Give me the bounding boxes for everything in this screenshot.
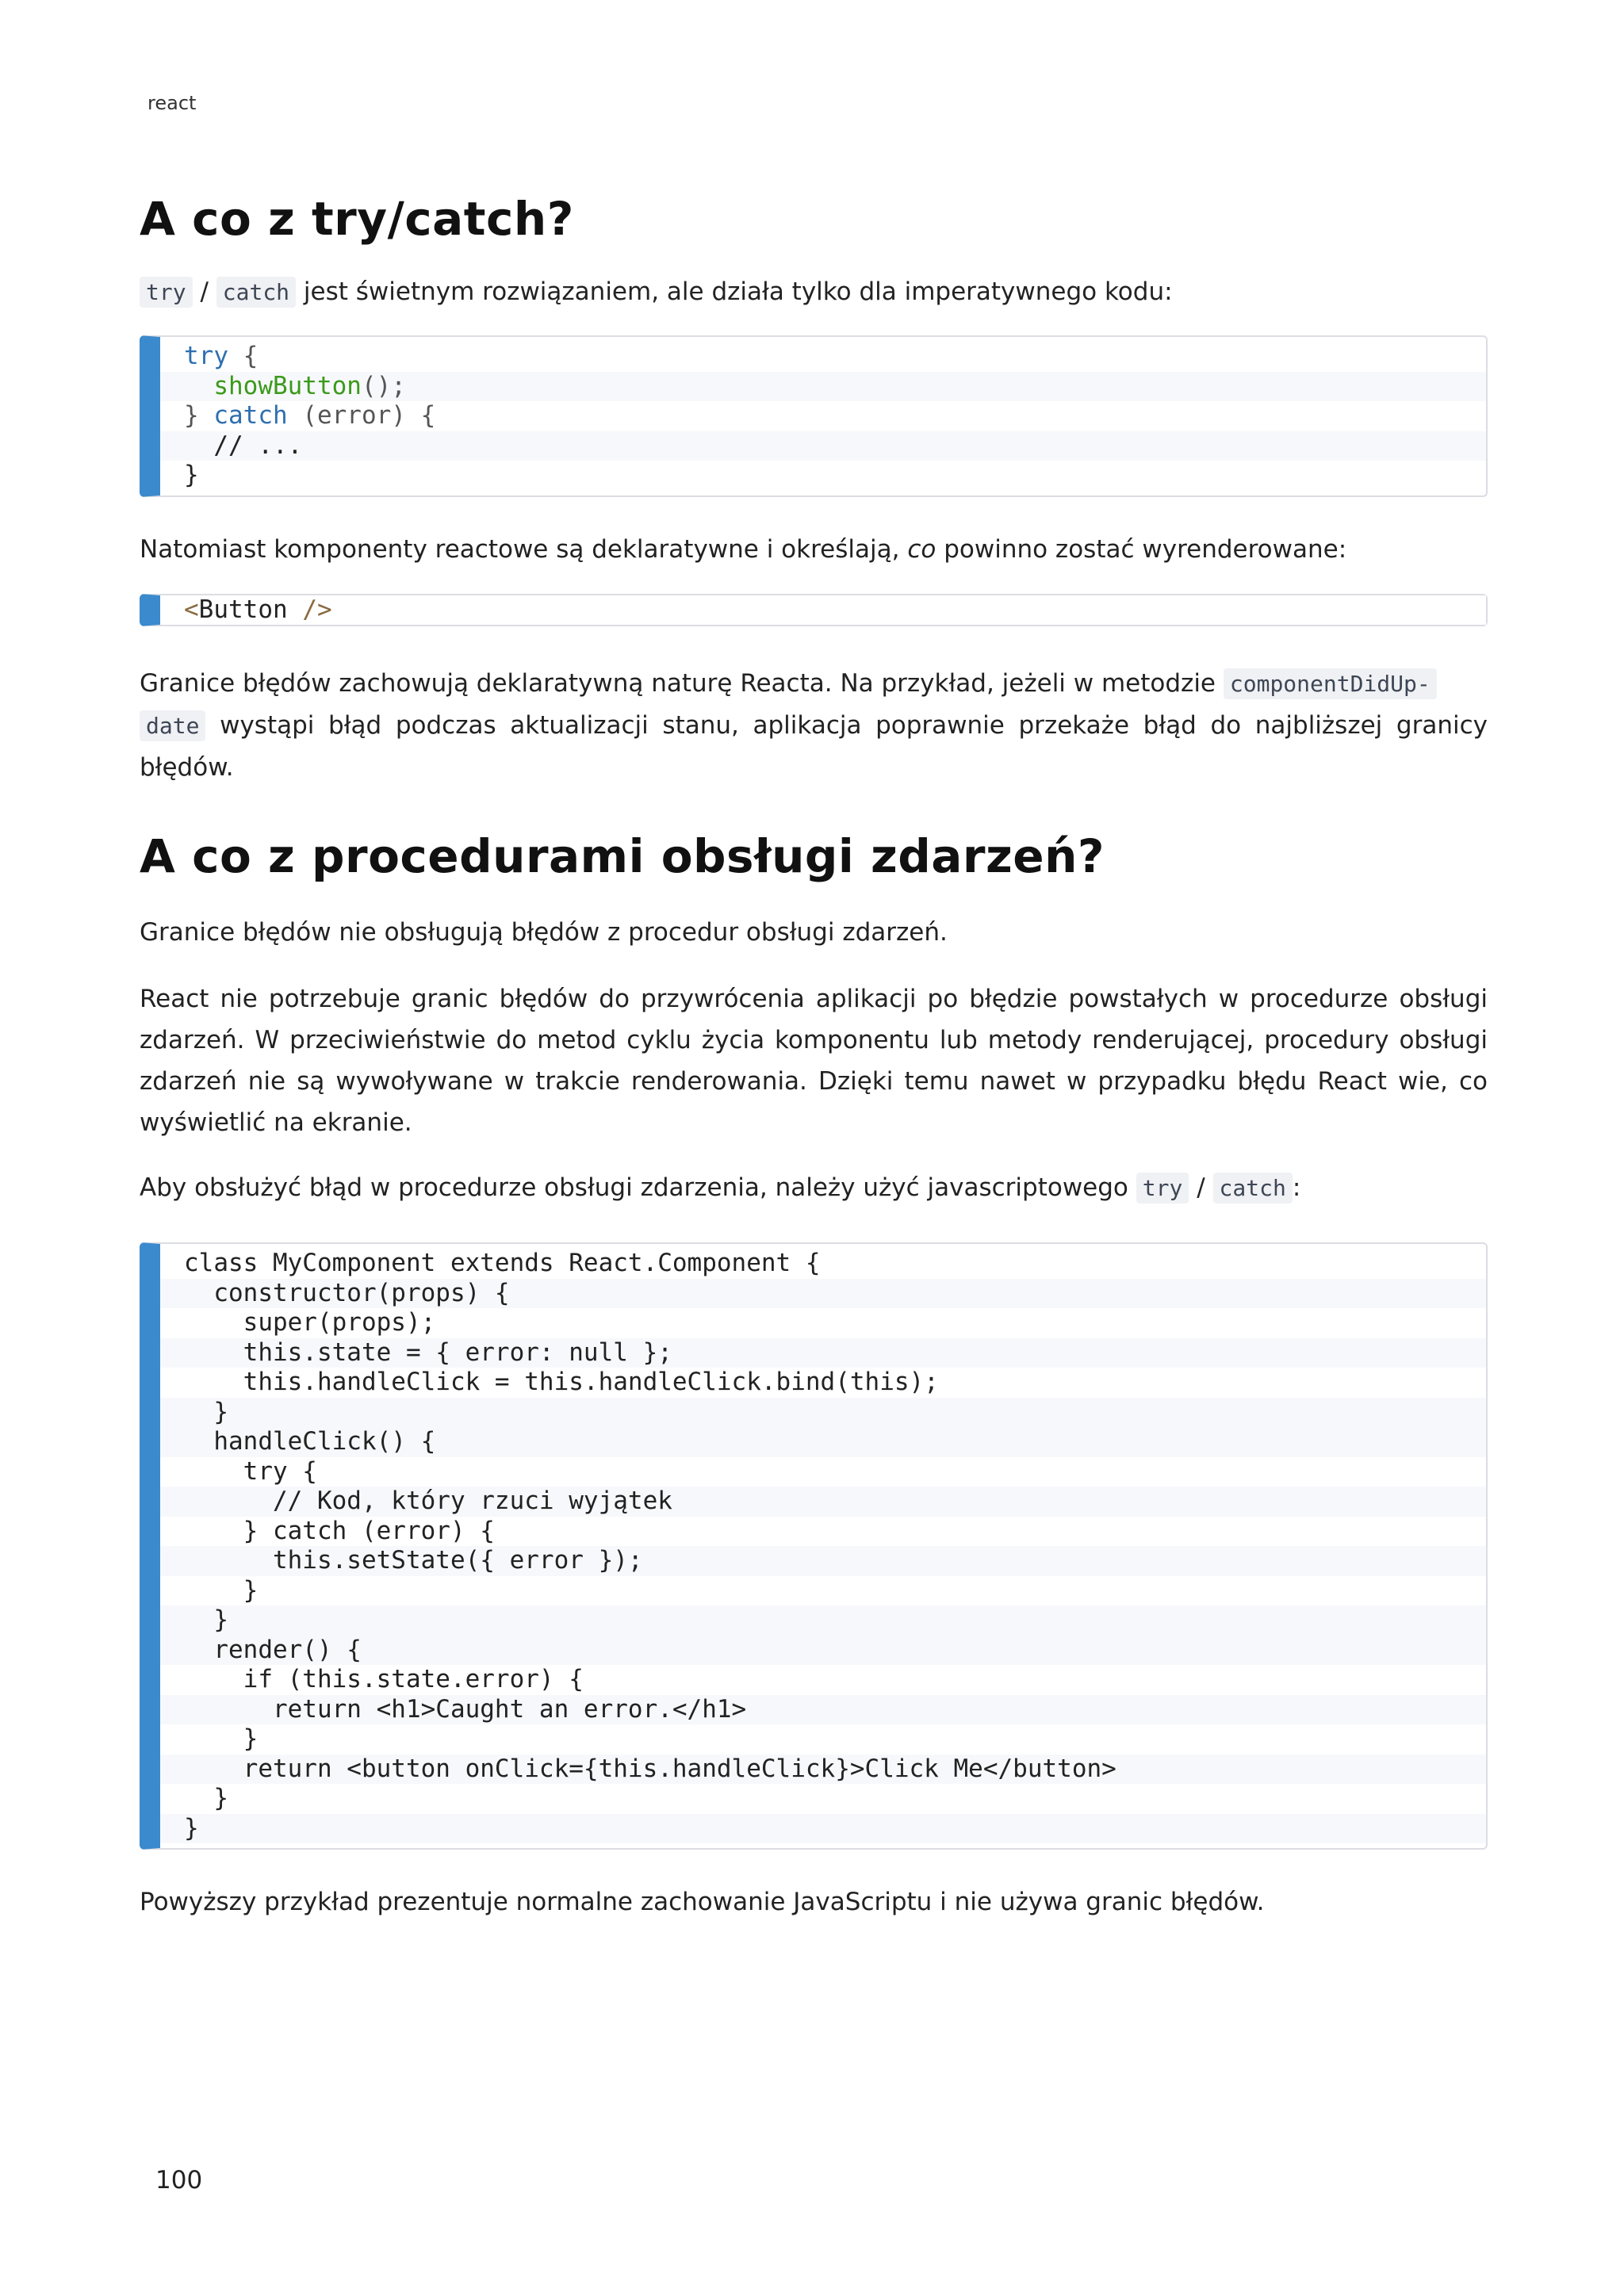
event-handlers-p3: Aby obsłużyć błąd w procedurze obsługi zdarzenia, należy użyć javascriptowego try / catch : [140, 1173, 1301, 1202]
code-line: } [184, 1575, 259, 1605]
inline-code-try: try [140, 277, 193, 308]
declarative-paragraph: Natomiast komponenty reactowe są deklaratywne i określają, co powinno zostać wyrenderowane: [140, 534, 1347, 564]
closing-paragraph: Powyższy przykład prezentuje normalne zachowanie JavaScriptu i nie używa granic błędów. [140, 1888, 1265, 1916]
code-line: constructor(props) { [160, 1279, 1486, 1309]
code-line: <Button /> [160, 595, 1486, 626]
code-line: return <h1>Caught an error.</h1> [160, 1695, 1486, 1725]
code-line: this.handleClick = this.handleClick.bind(this); [184, 1368, 939, 1396]
code-line: try { [184, 1456, 317, 1486]
boundaries-paragraph: Granice błędów zachowują deklaratywną naturę Reacta. Na przykład, jeżeli w metodzie componentDidUp- date wystąpi błąd podczas aktualizacji stanu, aplikacja poprawnie przekaże błąd do najbliższej granicy błędów. [140, 669, 1488, 782]
page-content [140, 187, 1488, 1923]
code-block-mycomponent [140, 1242, 1488, 1850]
heading-event-handlers: A co z procedurami obsługi zdarzeń? [140, 829, 1105, 883]
code-line: this.state = { error: null }; [160, 1338, 1486, 1368]
code-line: showButton(); [160, 372, 1486, 402]
code-line: // ... [160, 431, 1486, 461]
code-line: } [184, 1784, 228, 1812]
code-line: } [184, 461, 199, 489]
try-catch-intro [140, 271, 1488, 313]
code-line: } catch (error) { [184, 401, 436, 430]
code-block-try-catch [140, 335, 1488, 497]
event-handlers-p1: Granice błędów nie obsługują błędów z procedur obsługi zdarzeń. [140, 918, 948, 947]
event-handlers-p2: React nie potrzebuje granic błędów do przywrócenia aplikacji po błędzie powstałych w procedurze obsługi zdarzeń. W przeciwieństwie do metod cyklu życia komponentu lub metody renderującej, procedury obsługi zdarzeń nie są wywoływane w trakcie renderowania. Dzięki temu nawet w przypadku błędu React wie, co wyświetlić na ekranie. [140, 985, 1488, 1137]
code-line: class MyComponent extends React.Component { [184, 1249, 821, 1277]
heading-try-catch: A co z try/catch? [140, 192, 574, 246]
inline-code-catch: catch [1213, 1173, 1293, 1203]
emphasis-co: co [907, 534, 936, 564]
code-line: if (this.state.error) { [184, 1665, 584, 1693]
intro-text: jest świetnym rozwiązaniem, ale działa tylko dla imperatywnego kodu: [303, 277, 1173, 306]
code-line: } [160, 1398, 1486, 1428]
inline-code-componentdidupdate-part2: date [140, 710, 205, 741]
code-line: render() { [160, 1636, 1486, 1666]
code-line: super(props); [184, 1308, 436, 1337]
slash-text: / [200, 277, 209, 306]
code-line: } [160, 1814, 1486, 1844]
inline-code-try: try [1136, 1173, 1189, 1203]
page-number: 100 [155, 2166, 203, 2195]
code-line: return <button onClick={this.handleClick}>Click Me</button> [160, 1755, 1486, 1785]
code-line: try { [184, 342, 259, 370]
code-line: this.setState({ error }); [160, 1546, 1486, 1576]
running-head: react [147, 92, 197, 114]
code-line: // Kod, który rzuci wyjątek [160, 1487, 1486, 1517]
code-line: } [160, 1605, 1486, 1636]
code-block-button [140, 594, 1488, 627]
code-line: } catch (error) { [184, 1516, 495, 1545]
code-line: } [184, 1724, 259, 1753]
code-line: handleClick() { [160, 1427, 1486, 1457]
inline-code-catch: catch [216, 277, 296, 308]
inline-code-componentdidupdate-part1: componentDidUp- [1224, 668, 1437, 699]
